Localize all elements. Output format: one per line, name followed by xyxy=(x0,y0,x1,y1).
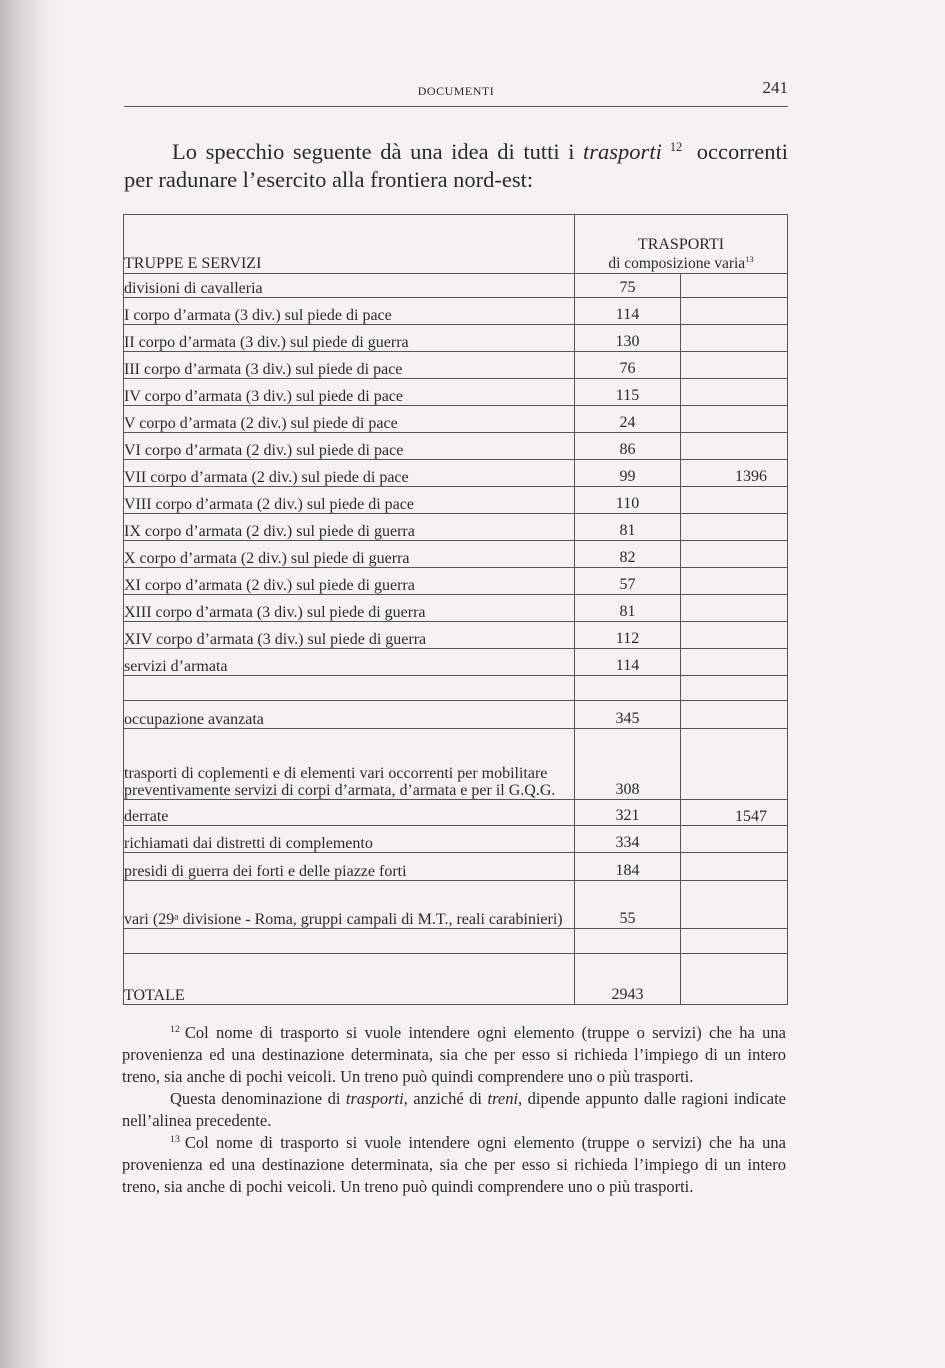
note-ref-12: 12 xyxy=(669,139,683,154)
header-trasporti-title: TRASPORTI xyxy=(637,236,725,253)
row-label: V corpo d’armata (2 div.) sul piede di pace xyxy=(124,406,575,433)
row-value: 114 xyxy=(575,649,681,676)
row-value: 345 xyxy=(575,701,681,729)
row-value: 334 xyxy=(575,826,681,853)
total-label: TOTALE xyxy=(124,954,575,1005)
row-value: 76 xyxy=(575,352,681,379)
intro-italic-term: trasporti xyxy=(583,139,662,164)
row-label: VIII corpo d’armata (2 div.) sul piede di pace xyxy=(124,487,575,514)
row-label: IX corpo d’armata (2 div.) sul piede di guerra xyxy=(124,514,575,541)
running-head xyxy=(124,78,788,107)
intro-paragraph xyxy=(124,138,788,194)
group-braces xyxy=(123,214,787,988)
row-value: 75 xyxy=(575,274,681,298)
header-truppe-servizi: TRUPPE E SERVIZI xyxy=(124,215,575,274)
running-title: DOCUMENTI xyxy=(417,84,495,98)
header-subtitle-text: di composizione varia xyxy=(608,255,746,272)
row-label: presidi di guerra dei forti e delle piazze forti xyxy=(124,853,575,881)
row-value: 112 xyxy=(575,622,681,649)
row-value: 55 xyxy=(575,881,681,929)
footnote-13-text: Col nome di trasporto si vuole intendere ogni elemento (truppe o servizi) che ha una provenienza ed una destinazione determinata, sia che per esso si richieda l’impiego di un intero treno, sia anche di pochi veicoli. Un treno può quindi comprendere uno o più trasporti. xyxy=(122,1133,786,1196)
group-total-2: 1547 xyxy=(735,808,767,825)
row-label: X corpo d’armata (2 div.) sul piede di guerra xyxy=(124,541,575,568)
continuation-italic-treni: treni xyxy=(487,1089,519,1108)
footnote-13 xyxy=(122,1132,786,1198)
row-value: 81 xyxy=(575,514,681,541)
row-value: 130 xyxy=(575,325,681,352)
row-value: 114 xyxy=(575,298,681,325)
row-label: derrate xyxy=(124,800,575,826)
row-label: vari (29ᵃ divisione - Roma, gruppi campali di M.T., reali carabinieri) xyxy=(124,881,575,929)
row-value: 308 xyxy=(575,729,681,800)
row-value: 57 xyxy=(575,568,681,595)
continuation-middle: , anziché di xyxy=(403,1089,488,1108)
row-value: 82 xyxy=(575,541,681,568)
row-value: 86 xyxy=(575,433,681,460)
continuation-after: , dipende appunto dalle ragioni indicate nell’alinea precedente. xyxy=(122,1089,787,1130)
total-value: 2943 xyxy=(575,954,681,1005)
row-value: 24 xyxy=(575,406,681,433)
row-label: VI corpo d’armata (2 div.) sul piede di pace xyxy=(124,433,575,460)
group-total-1: 1396 xyxy=(735,468,767,485)
footnote-12-text: Col nome di trasporto si vuole intendere ogni elemento (truppe o servizi) che ha una provenienza ed una destinazione determinata, sia che per esso si richieda l’impiego di un intero treno, sia anche di pochi veicoli. Un treno può quindi comprendere uno o più trasporti. xyxy=(122,1023,786,1086)
row-label: richiamati dai distretti di complemento xyxy=(124,826,575,853)
row-label: III corpo d’armata (3 div.) sul piede di pace xyxy=(124,352,575,379)
page-number: 241 xyxy=(762,78,788,97)
row-label: IV corpo d’armata (3 div.) sul piede di pace xyxy=(124,379,575,406)
footnote-12 xyxy=(122,1022,786,1088)
row-label: I corpo d’armata (3 div.) sul piede di pace xyxy=(124,298,575,325)
intro-text-after: occorrenti per radunare l’esercito alla frontiera nord-est: xyxy=(124,139,788,192)
row-label: XIII corpo d’armata (3 div.) sul piede di guerra xyxy=(124,595,575,622)
footnotes xyxy=(122,1022,786,1198)
book-spine-shadow xyxy=(0,0,60,1368)
footnote-13-mark: 13 xyxy=(170,1133,180,1145)
footnote-12-continuation xyxy=(122,1088,786,1132)
row-value: 81 xyxy=(575,595,681,622)
row-value: 110 xyxy=(575,487,681,514)
row-label: VII corpo d’armata (2 div.) sul piede di pace xyxy=(124,460,575,487)
transport-table-area xyxy=(123,214,787,1004)
intro-text-before: Lo specchio seguente dà una idea di tutti i xyxy=(172,139,584,164)
row-label: XIV corpo d’armata (3 div.) sul piede di guerra xyxy=(124,622,575,649)
row-value: 115 xyxy=(575,379,681,406)
row-value: 321 xyxy=(575,800,681,826)
row-value: 99 xyxy=(575,460,681,487)
footnote-12-mark: 12 xyxy=(170,1023,180,1035)
row-label: II corpo d’armata (3 div.) sul piede di guerra xyxy=(124,325,575,352)
note-ref-13: 13 xyxy=(745,253,754,264)
row-label: trasporti di coplementi e di elementi vari occorrenti per mobilitare preventivamente servizi di corpi d’armata, d’armata e per il G.Q.G. xyxy=(124,729,575,800)
row-label: occupazione avanzata xyxy=(124,701,575,729)
row-value: 184 xyxy=(575,853,681,881)
row-label: servizi d’armata xyxy=(124,649,575,676)
continuation-before: Questa denominazione di xyxy=(170,1089,346,1108)
row-label: XI corpo d’armata (2 div.) sul piede di guerra xyxy=(124,568,575,595)
row-label: divisioni di cavalleria xyxy=(124,274,575,298)
continuation-italic-trasporti: trasporti xyxy=(345,1089,404,1108)
